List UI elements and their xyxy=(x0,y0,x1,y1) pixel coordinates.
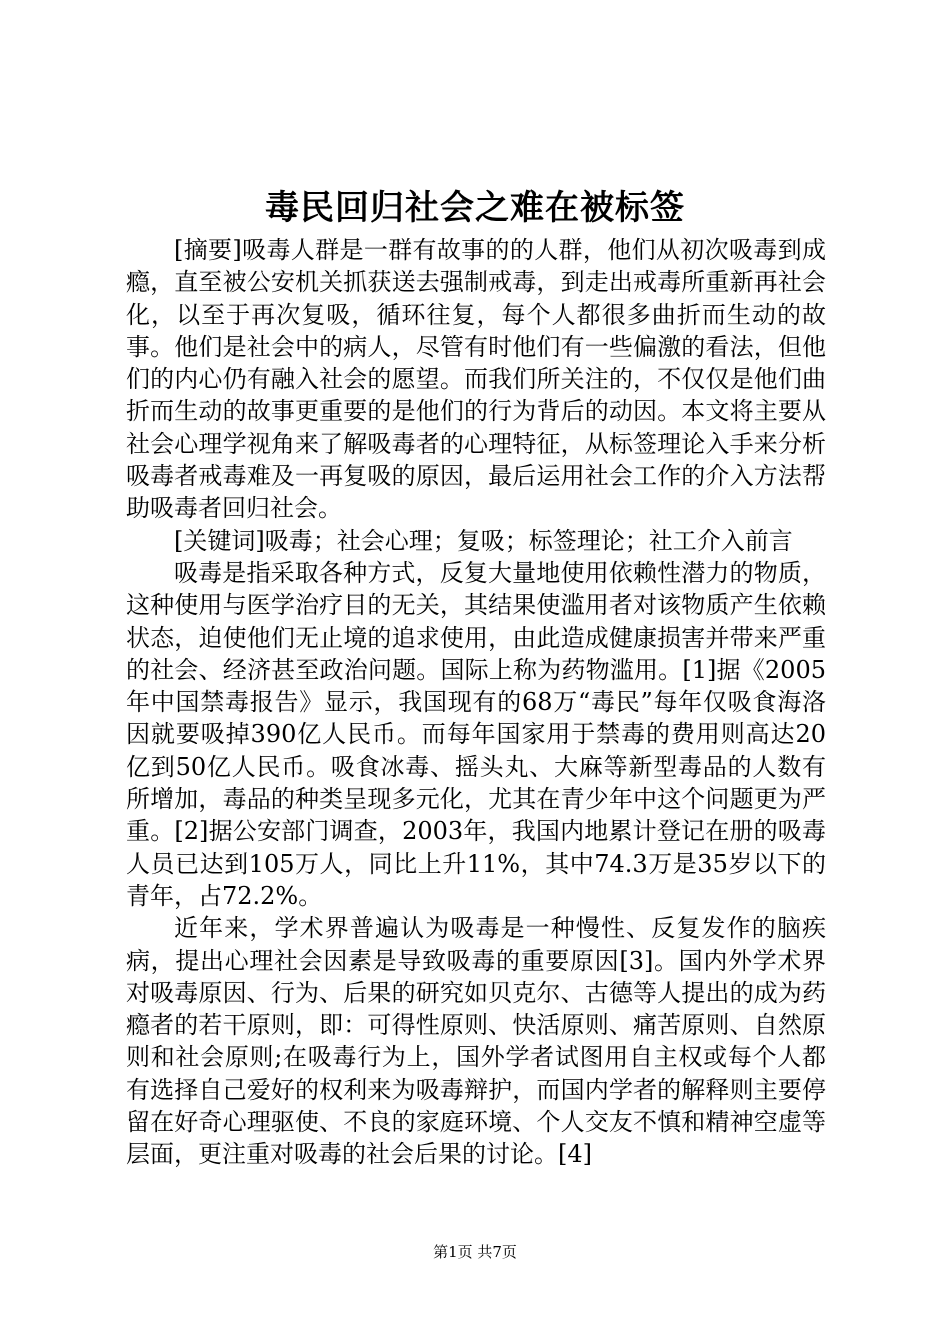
document-title: 毒民回归社会之难在被标签 xyxy=(265,188,685,228)
body-paragraph-1: 吸毒是指采取各种方式，反复大量地使用依赖性潜力的物质，这种使用与医学治疗目的无关，其结果使滥用者对该物质产生依赖状态，迫使他们无止境的追求使用，由此造成健康损害并带来严重的社会、经济甚至政治问题。国际上称为药物滥用。[1]据《2005年中国禁毒报告》显示，我国现有的68万“毒民”每年仅吸食海洛因就要吸掉390亿人民币。而每年国家用于禁毒的费用则高达20亿到50亿人民币。吸食冰毒、摇头丸、大麻等新型毒品的人数有所增加，毒品的种类呈现多元化，尤其在青少年中这个问题更为严重。[2]据公安部门调查，2003年，我国内地累计登记在册的吸毒人员已达到105万人，同比上升11%，其中74.3万是35岁以下的青年，占72.2%。 xyxy=(126,558,826,910)
document-body xyxy=(126,234,826,1171)
page-footer: 第1页 共7页 xyxy=(433,1243,517,1261)
body-paragraph-2: 近年来，学术界普遍认为吸毒是一种慢性、反复发作的脑疾病，提出心理社会因素是导致吸毒的重要原因[3]。国内外学术界对吸毒原因、行为、后果的研究如贝克尔、古德等人提出的成为药瘾者的若干原则，即：可得性原则、快活原则、痛苦原则、自然原则和社会原则;在吸毒行为上，国外学者试图用自主权或每个人都有选择自己爱好的权利来为吸毒辩护，而国内学者的解释则主要停留在好奇心理驱使、不良的家庭环境、个人交友不慎和精神空虚等层面，更注重对吸毒的社会后果的讨论。[4] xyxy=(126,914,826,1169)
abstract-paragraph: [摘要]吸毒人群是一群有故事的的人群，他们从初次吸毒到成瘾，直至被公安机关抓获送去强制戒毒，到走出戒毒所重新再社会化，以至于再次复吸，循环往复，每个人都很多曲折而生动的故事。他们是社会中的病人，尽管有时他们有一些偏激的看法，但他们的内心仍有融入社会的愿望。而我们所关注的，不仅仅是他们曲折而生动的故事更重要的是他们的行为背后的动因。本文将主要从社会心理学视角来了解吸毒者的心理特征，从标签理论入手来分析吸毒者戒毒难及一再复吸的原因，最后运用社会工作的介入方法帮助吸毒者回归社会。 xyxy=(126,236,826,523)
keywords-paragraph: [关键词]吸毒；社会心理；复吸；标签理论；社工介入前言 xyxy=(174,526,793,555)
